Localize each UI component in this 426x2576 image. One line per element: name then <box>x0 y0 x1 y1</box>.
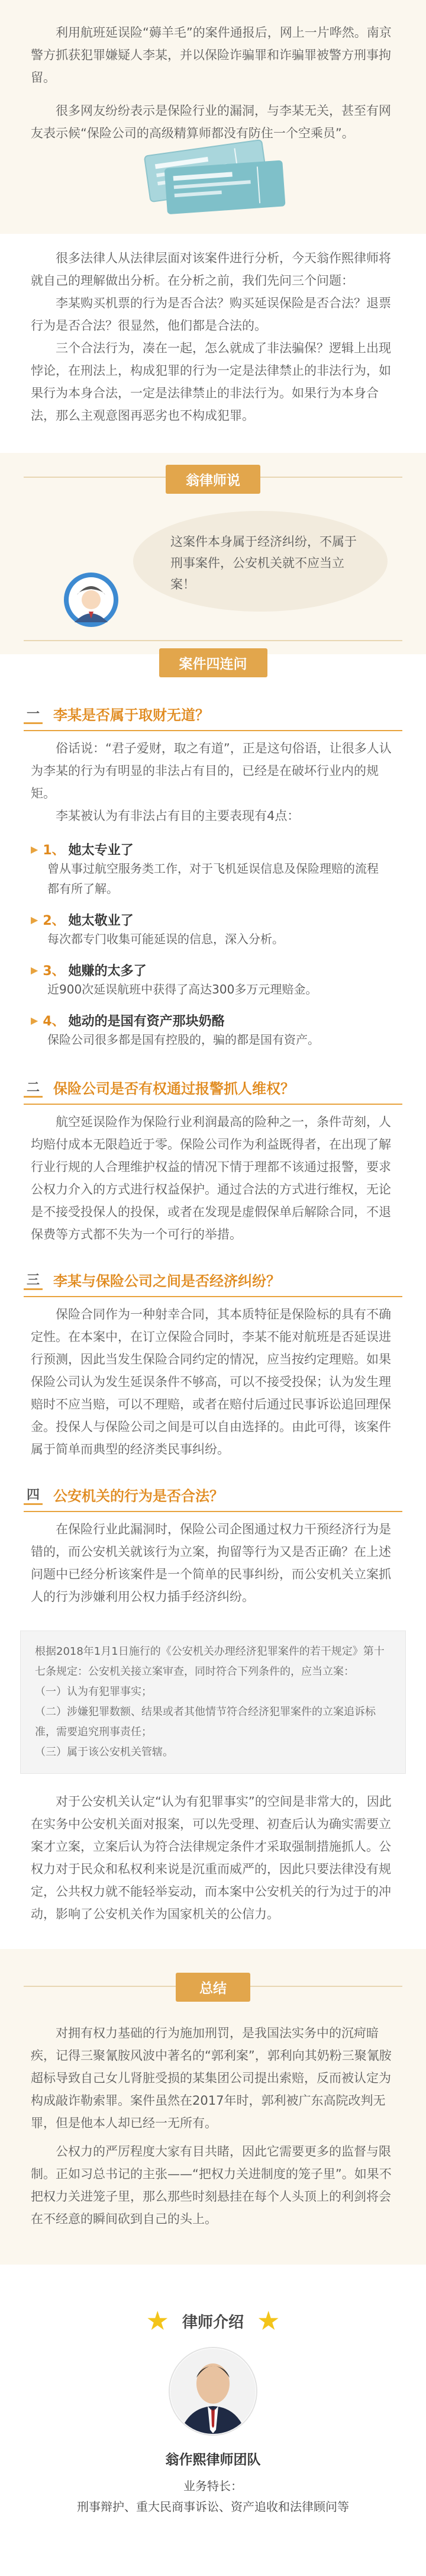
point-number: 1、 <box>43 843 65 858</box>
question-paragraph: 俗话说：“君子爱财，取之有道”，正是这句俗语，让很多人认为李某的行为有明显的非法占有目的，已经是在破坏行业内的规矩。 <box>31 741 392 800</box>
quote-text: 这案件本身属于经济纠纷，不属于刑事案件，公安机关就不应当立案！ <box>170 535 357 591</box>
section-label: 案件四连问 <box>159 648 267 677</box>
team-name: 翁作熙律师团队 <box>165 2452 261 2468</box>
analysis-section <box>0 234 426 427</box>
summary-paragraph: 公权力的严厉程度大家有目共睹，因此它需要更多的监督与限制。正如习总书记的主张——“把权力关进制度的笼子里”。如果不把权力关进笼子里，那么那些时刻悬挂在每个人头顶上的利剑将会在不经意的瞬间砍到自己的头上。 <box>31 2144 392 2226</box>
summary-section <box>0 1949 426 2265</box>
law-quote-box <box>20 1630 406 1774</box>
summary-paragraph: 对拥有权力基础的行为施加刑罚，是我国法实务中的沉疴暗疾，记得三聚氰胺风波中著名的“郭利案”，郭利向其奶粉三聚氰胺超标导致自己女儿肾脏受损的某集团公司提出索赔，反而被认定为构成敲诈勒索罪。案件虽然在2017年时，郭利被广东高院改判无罪，但是他本人却已经一无所有。 <box>31 2026 392 2130</box>
point-text: 每次都专门收集可能延误的信息，深入分析。 <box>47 932 284 946</box>
lawyer-intro-title <box>0 2306 426 2336</box>
question-paragraph: 李某被认为有非法占有目的主要表现有4点： <box>56 809 300 823</box>
question-header <box>24 1263 402 1297</box>
point-item <box>0 911 426 949</box>
law-item: （二）涉嫌犯罪数额、结果或者其他情节符合经济犯罪案件的立案追诉标准，需要追究刑事责任； <box>35 1706 376 1738</box>
point-number: 2、 <box>43 914 65 928</box>
law-text: 根据2018年1月1日施行的《公安机关办理经济犯罪案件的若干规定》第十七条规定：公安机关接立案审查，同时符合下列条件的，应当立案： <box>35 1645 385 1678</box>
question-title: 公安机关的行为是否合法？ <box>53 1488 224 1504</box>
question-block-4 <box>0 1478 426 1608</box>
star-icon: ★ <box>146 2306 169 2336</box>
point-text: 曾从事过航空服务类工作，对于飞机延误信息及保险理赔的流程都有所了解。 <box>47 861 379 896</box>
point-number: 3、 <box>43 964 65 979</box>
section-label: 翁律师说 <box>166 465 260 494</box>
question-number: 三 <box>24 1270 43 1290</box>
intro-paragraph: 利用航班延误险“薅羊毛”的案件通报后，网上一片哗然。南京警方抓获犯罪嫌疑人李某，并以保险诈骗罪和诈骗罪被警方刑事拘留。 <box>31 25 392 85</box>
analysis-paragraph: 很多法律人从法律层面对该案件进行分析，今天翁作熙律师将就自己的理解做出分析。在分析之前，我们先问三个问题： <box>31 251 391 288</box>
point-item <box>0 1011 426 1050</box>
points-list <box>0 840 426 1050</box>
triangle-icon: ▶ <box>31 914 38 925</box>
question-title: 李某是否属于取财无道？ <box>53 707 209 723</box>
expertise-label: 业务特长： <box>183 2479 243 2493</box>
point-title: 她太专业了 <box>68 843 134 858</box>
question-paragraph: 航空延误险作为保险行业利润最高的险种之一，条件苛刻，人均赔付成本无限趋近于零。保险公司作为利益既得者，在出现了解行业行规的人合理维护权益的情况下情于理都不该通过报警，要求公权力介入的方式进行权益保护。通过合法的方式进行维权，无论是不接受投保人的投保，或者在发现是虚假保单后解除合同，不退保费等方式都不失为一个可行的举措。 <box>31 1115 391 1242</box>
lawyer-photo <box>169 2347 257 2436</box>
question-paragraph: 保险合同作为一种射幸合同，其本质特征是保险标的具有不确定性。在本案中，在订立保险合同时，李某不能对航班是否延误进行预测，因此当发生保险合同约定的情况，应当按约定理赔。如果保险公司认为发生延误条件不够高，可以不接受投保；认为发生理赔时不应当赔，可以不理赔，或者在赔付后通过民事诉讼追回理保金。投保人与保险公司之间是可以自由选择的。由此可得，该案件属于简单而典型的经济类民事纠纷。 <box>31 1307 391 1456</box>
point-title: 她动的是国有资产那块奶酪 <box>68 1014 225 1029</box>
expertise-text: 刑事辩护、重大民商事诉讼、资产追收和法律顾问等 <box>77 2500 349 2514</box>
section-label: 总结 <box>176 1973 250 2002</box>
flight-ticket-illustration <box>136 136 290 219</box>
point-text: 保险公司很多都是国有控股的，骗的都是国有资产。 <box>47 1033 320 1047</box>
question-block-1 <box>0 697 426 1050</box>
point-title: 她太敬业了 <box>68 914 134 928</box>
question-header <box>24 1478 402 1512</box>
case-section-header <box>0 648 426 677</box>
point-item <box>0 840 426 899</box>
law-analysis-paragraph: 对于公安机关认定“认为有犯罪事实”的空间是非常大的，因此在实务中公安机关面对报案，可以先受理、初查后认为确实需要立案才立案，立案后认为符合法律规定条件才采取强制措施抓人。公权力对于民众和私权利来说是沉重而威严的，因此只要法律没有规定，公共权力就不能轻举妄动，而本案中公安机关的行为过于的冲动，影响了公安机关作为国家机关的公信力。 <box>31 1794 392 1921</box>
question-header <box>24 1071 402 1105</box>
analysis-paragraph: 李某购买机票的行为是否合法？购买延误保险是否合法？退票行为是否合法？很显然，他们都是合法的。 <box>31 296 391 333</box>
point-text: 近900次延误航班中获得了高达300多万元理赔金。 <box>47 982 318 996</box>
question-number: 一 <box>24 704 43 724</box>
law-item: （一）认为有犯罪事实； <box>35 1686 152 1698</box>
triangle-icon: ▶ <box>31 1015 38 1026</box>
triangle-icon: ▶ <box>31 844 38 855</box>
question-paragraph: 在保险行业此漏洞时，保险公司企图通过权力干预经济行为是错的，而公安机关就该行为立案，拘留等行为又是否正确？在上述问题中已经分析该案件是一个简单的民事纠纷，而公安机关立案抓人的行为涉嫌利用公权力插手经济纠纷。 <box>31 1522 391 1604</box>
section-label: 律师介绍 <box>182 2314 244 2331</box>
lawyer-intro-section <box>0 2306 426 2514</box>
analysis-paragraph: 三个合法行为，凑在一起，怎么就成了非法骗保？逻辑上出现悖论，在刑法上，构成犯罪的行为一定是法律禁止的非法行为，如果行为本身合法，一定是法律禁止的非法行为。如果行为本身合法，那么主观意图再恶劣也不构成犯罪。 <box>31 341 391 423</box>
law-item: （三）属于该公安机关管辖。 <box>35 1746 173 1758</box>
divider-line <box>24 640 402 641</box>
intro-paragraph: 很多网友纷纷表示是保险行业的漏洞，与李某无关，甚至有网友表示候“保险公司的高级精算师都没有防住一个空乘员”。 <box>31 104 391 140</box>
intro-section <box>0 0 426 234</box>
triangle-icon: ▶ <box>31 964 38 976</box>
point-title: 她赚的太多了 <box>68 964 147 979</box>
lawyer-opinion-section <box>0 453 426 654</box>
question-title: 李某与保险公司之间是否经济纠纷？ <box>53 1273 280 1289</box>
question-number: 二 <box>24 1078 43 1098</box>
lawyer-avatar-icon <box>62 570 121 629</box>
question-title: 保险公司是否有权通过报警抓人维权？ <box>53 1080 295 1097</box>
question-header <box>24 697 402 731</box>
point-item <box>0 961 426 999</box>
question-number: 四 <box>24 1485 43 1505</box>
law-analysis-section <box>0 1790 426 1925</box>
question-block-3 <box>0 1263 426 1461</box>
point-number: 4、 <box>43 1014 65 1029</box>
question-block-2 <box>0 1071 426 1246</box>
star-icon: ★ <box>257 2306 280 2336</box>
